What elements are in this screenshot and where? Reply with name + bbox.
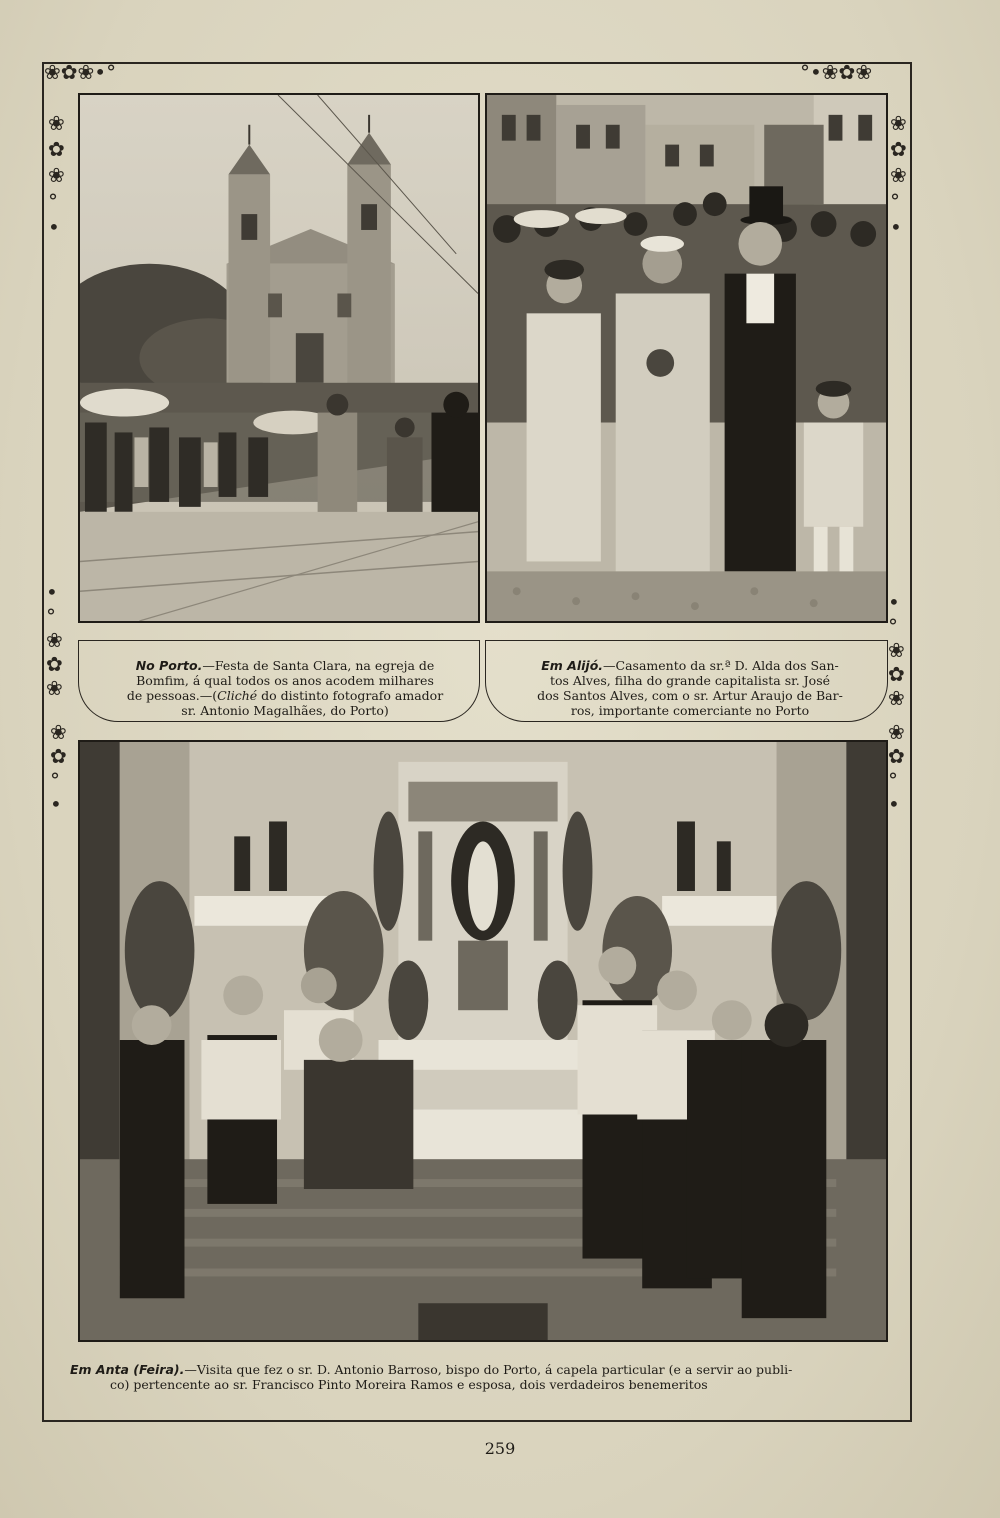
caption-alijo-line2: tos Alves, filha do grande capitalista sr. José (549, 673, 831, 688)
caption-anta-lead: Em Anta (Feira). (70, 1362, 185, 1377)
caption-porto-line1: —Festa de Santa Clara, na egreja de (202, 658, 435, 673)
caption-anta-line1: —Visita que fez o sr. D. Antonio Barroso, bispo do Porto, á capela particular (e a servir ao publi- (184, 1362, 793, 1377)
caption-alijo-line3: dos Santos Alves, com o sr. Artur Araujo de Bar- (537, 688, 843, 703)
caption-porto-line5: sr. Antonio Magalhães, do Porto) (181, 703, 389, 718)
caption-alijo-line1: —Casamento da sr.ª D. Alda dos San- (603, 658, 839, 673)
caption-porto-line2: Bomfim, á qual todos os anos acodem milhares (136, 673, 434, 688)
frame-ornament-top-left: ❀✿❀•° (44, 60, 117, 84)
caption-porto-line3: de pessoas.—( (126, 688, 218, 703)
caption-alijo (505, 658, 875, 718)
page-number: 259 (484, 1439, 516, 1458)
photo-wedding-alijo (485, 93, 888, 623)
frame-ornament-mid-right: • ° ❀ ✿ ❀ (888, 590, 905, 710)
frame-ornament-left: ❀ ✿ ❀ ° • (48, 111, 65, 239)
caption-porto-line4: do distinto fotografo amador (257, 688, 444, 703)
caption-porto-italic: Cliché (217, 688, 258, 703)
frame-ornament-lower-right: ❀ ✿ ° • (888, 720, 905, 816)
caption-alijo-lead: Em Alijó. (541, 658, 604, 673)
frame-ornament-mid-left: • ° ❀ ✿ ❀ (46, 580, 63, 700)
frame-ornament-top-right: °•❀✿❀ (800, 60, 873, 84)
frame-ornament-lower-left: ❀ ✿ ° • (50, 720, 67, 816)
photo-chapel-anta (78, 740, 888, 1342)
caption-anta (70, 1362, 900, 1392)
caption-porto (110, 658, 460, 718)
caption-porto-lead: No Porto. (135, 658, 203, 673)
caption-alijo-line4: ros, importante comerciante no Porto (570, 703, 810, 718)
photo-church-festival (78, 93, 480, 623)
frame-ornament-right: ❀ ✿ ❀ ° • (890, 111, 907, 239)
caption-anta-line2: co) pertencente ao sr. Francisco Pinto Moreira Ramos e esposa, dois verdadeiros benemeritos (110, 1377, 708, 1392)
